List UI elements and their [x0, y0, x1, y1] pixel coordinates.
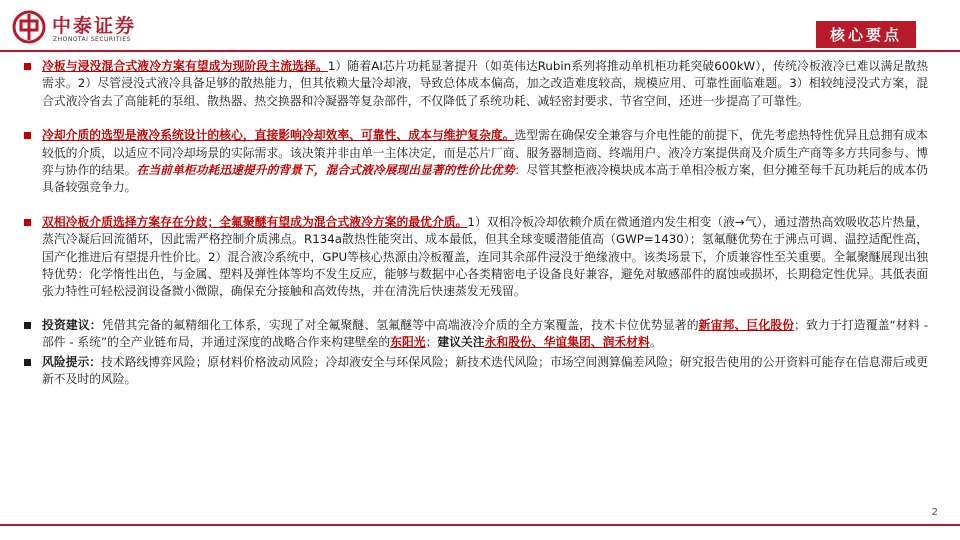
- bullet-icon: [24, 63, 31, 70]
- page-number: 2: [931, 507, 938, 518]
- bullet-icon: [24, 359, 31, 366]
- key-point-body: 选型需在确保安全兼容与介电性能的前提下，优先考虑热特性优异且总拥有成本较低的介质，以适应不同冷却场景的实际需求。该决策并非由单一主体决定，而是芯片厂商、服务器制造商、终端用户、液冷方案提供商及介质生产商等多方共同参与、博弈与协作的结果。: [42, 128, 928, 178]
- investment-advice-label: 投资建议：: [42, 317, 102, 332]
- recommended-companies-1: 新宙邦、巨化股份: [698, 317, 795, 332]
- investment-advice-end: 。: [649, 335, 662, 350]
- company-logo: [12, 8, 202, 48]
- risk-warning-label: 风险提示：: [42, 354, 102, 369]
- section-title-tag: 核心要点: [816, 21, 916, 48]
- key-point-hybrid-cooling: [22, 58, 928, 110]
- investment-advice: [22, 317, 928, 352]
- advice-lead: 建议关注: [437, 335, 485, 350]
- logo-text-cn: 中泰证券: [52, 15, 137, 37]
- footer-divider: [0, 524, 960, 526]
- recommended-company-2: 东阳光: [390, 335, 426, 350]
- investment-advice-separator: ；: [425, 335, 438, 350]
- key-point-body-tail: ：尽管其整柜液冷模块成本高于单相冷板方案，但分摊至每千瓦功耗后的成本仍具备较强竞争力。: [42, 163, 928, 195]
- key-point-lead: 冷却介质的选型是液冷系统设计的核心，直接影响冷却效率、可靠性、成本与维护复杂度。: [42, 128, 515, 143]
- bullet-icon: [24, 322, 31, 329]
- investment-advice-text-2: ；致力于打造覆盖“材料 - 部件 - 系统”的全产业链布局，并通过深度的战略合作来构建壁垒的: [42, 317, 928, 350]
- bullet-icon: [24, 219, 31, 226]
- risk-warning: [22, 354, 928, 389]
- bullet-icon: [24, 132, 31, 139]
- key-point-body: 1）随着AI芯片功耗显著提升（如英伟达Rubin系列将推动单机柜功耗突破600kW），传统冷板液冷已难以满足散热需求。2）尽管浸没式液冷具备足够的散热能力，但其依赖大量冷却液，导致总体成本偏高，加之改造难度较高，规模应用、可靠性面临难题。3）相较纯浸没式方案，混合式液冷省去了高能耗的泵组、散热器、热交换器和冷凝器等复杂部件，不仅降低了系统功耗、减轻密封要求、节省空间，还进一步提高了可靠性。: [42, 59, 928, 108]
- key-point-two-phase-medium: [22, 214, 928, 301]
- key-point-lead: 冷板与浸没混合式液冷方案有望成为现阶段主流选择。: [42, 59, 328, 73]
- risk-warning-text: 技术路线博弈风险；原材料价格波动风险；冷却液安全与环保风险；新技术迭代风险；市场空间测算偏差风险；研究报告使用的公开资料可能存在信息滞后或更新不及时的风险。: [42, 354, 928, 387]
- key-point-lead: 双相冷板介质选择方案存在分歧；全氟聚醚有望成为混合式液冷方案的最优介质。: [42, 214, 468, 229]
- header: [0, 0, 960, 52]
- key-point-coolant-selection: [22, 127, 928, 197]
- key-points-content: [22, 58, 928, 389]
- investment-advice-text: 凭借其完备的氟精细化工体系，实现了对全氟聚醚、氢氟醚等中高端液冷介质的全方案覆盖，技术卡位优势显著的: [101, 317, 699, 332]
- key-point-emphasis: 在当前单柜功耗迅速提升的背景下，混合式液冷展现出显著的性价比优势: [136, 163, 515, 178]
- logo-text-en: ZHONGTAI SECURITIES: [53, 36, 131, 43]
- key-point-body: 1）双相冷板冷却依赖介质在微通道内发生相变（液→气），通过潜热高效吸收芯片热量，蒸汽冷凝后回流循环，因此需严格控制介质沸点。R134a散热性能突出、成本最低，但其全球变暖潜能值高（GWP=1430）；氢氟醚优势在于沸点可调、温控适配性高，国产化推进后有望提升性价比。2）混合液冷系统中，GPU等核心热源由冷板覆盖，连同其余部件浸没于绝缘液中。该类场景下，介质兼容性至关重要。全氟聚醚展现出独特优势：化学惰性出色，与金属、塑料及弹性体等均不发生反应，能够与数据中心各类精密电子设备良好兼容，避免对敏感部件的腐蚀或损坏，长期稳定性优异。其低表面张力特性可轻松浸润设备微小微隙，确保充分接触和高效传热，并在清洗后快速蒸发无残留。: [42, 214, 928, 299]
- recommended-companies-3: 永和股份、华谊集团、润禾材料: [484, 335, 650, 350]
- header-divider: [0, 50, 960, 52]
- zhongtai-logo-icon: [12, 10, 46, 44]
